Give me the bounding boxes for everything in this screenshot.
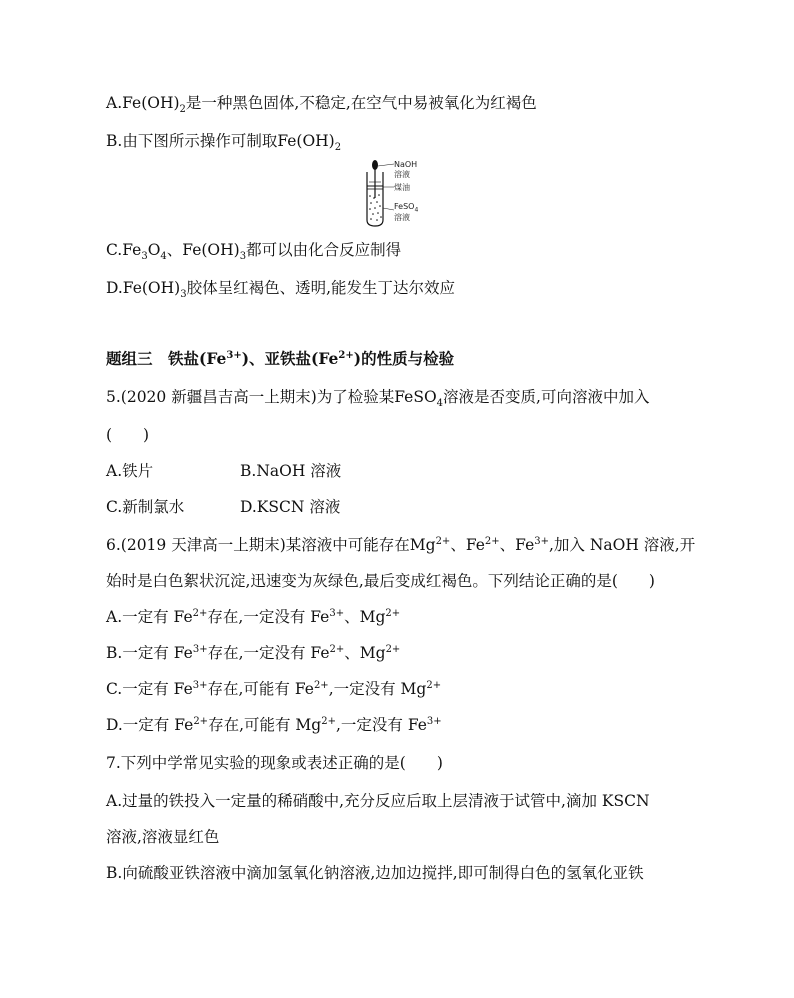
section-heading: 题组三 铁盐$(Fe^{3+})$、亚铁盐$(Fe^{2+})$的性质与检验 — [106, 349, 455, 368]
q6-option-b: B.一定有 $Fe^{3+}$存在,一定没有 $Fe^{2+}$、$Mg^{2+}$ — [106, 643, 401, 662]
q6-stem-line2: 始时是白色絮状沉淀,迅速变为灰绿色,最后变成红褐色。下列结论正确的是( ) — [106, 572, 655, 590]
q6-option-c: C.一定有 $Fe^{3+}$存在,可能有 $Fe^{2+}$,一定没有 $Mg^{2+}$ — [106, 679, 442, 698]
q4-option-d: $D.Fe(OH)_3$胶体呈红褐色、透明,能发生丁达尔效应 — [106, 279, 456, 301]
q7-option-a-line2: 溶液,溶液显红色 — [106, 828, 220, 846]
test-tube-icon — [360, 158, 394, 228]
label-feso4: FeSO$_4$ — [394, 202, 419, 214]
q6-stem-line1: 6.(2019 天津高一上期末)某溶液中可能存在$Mg^{2+}$、$Fe^{2+}$、$Fe^{3+}$,加入 NaOH 溶液,开 — [106, 535, 696, 554]
q5-option-b: B.NaOH 溶液 — [240, 462, 342, 480]
q6-option-a: A.一定有 $Fe^{2+}$存在,一定没有 $Fe^{3+}$、$Mg^{2+}$ — [106, 607, 401, 626]
q7-option-a-line1: A.过量的铁投入一定量的稀硝酸中,充分反应后取上层清液于试管中,滴加 KSCN — [106, 792, 650, 810]
q7-option-b-line1: B.向硫酸亚铁溶液中滴加氢氧化钠溶液,边加边搅拌,即可制得白色的氢氧化亚铁 — [106, 864, 644, 882]
test-tube-figure — [360, 158, 424, 228]
label-naoh: NaOH — [394, 160, 418, 169]
q5-options-row1 — [106, 461, 342, 481]
q6-option-d: D.一定有 $Fe^{2+}$存在,可能有 $Mg^{2+}$,一定没有 $Fe^{3+}$ — [106, 715, 442, 734]
q5-option-a: A.铁片 — [106, 462, 154, 480]
label-solution-2: 溶液 — [394, 213, 410, 222]
q7-stem: 7.下列中学常见实验的现象或表述正确的是( ) — [106, 754, 443, 772]
q5-option-c: C.新制氯水 — [106, 498, 185, 516]
q5-stem: 5.(2020 新疆昌吉高一上期末)为了检验某FeSO$_4$溶液是否变质,可向溶液中加入 — [106, 388, 650, 410]
q5-option-d: D.KSCN 溶液 — [240, 498, 341, 516]
label-solution-1: 溶液 — [394, 170, 410, 179]
q4-option-a: $A.Fe(OH)_2$是一种黑色固体,不稳定,在空气中易被氧化为红褐色 — [106, 94, 537, 116]
label-kerosene: 煤油 — [394, 183, 410, 192]
q5-options-row2 — [106, 497, 341, 517]
q4-option-b: B.由下图所示操作可制取$Fe(OH)_2$ — [106, 132, 342, 154]
q4-option-c: $C.Fe_3O_4$、$Fe(OH)_3$都可以由化合反应制得 — [106, 241, 402, 263]
q5-answer-blank: ( ) — [106, 426, 150, 444]
